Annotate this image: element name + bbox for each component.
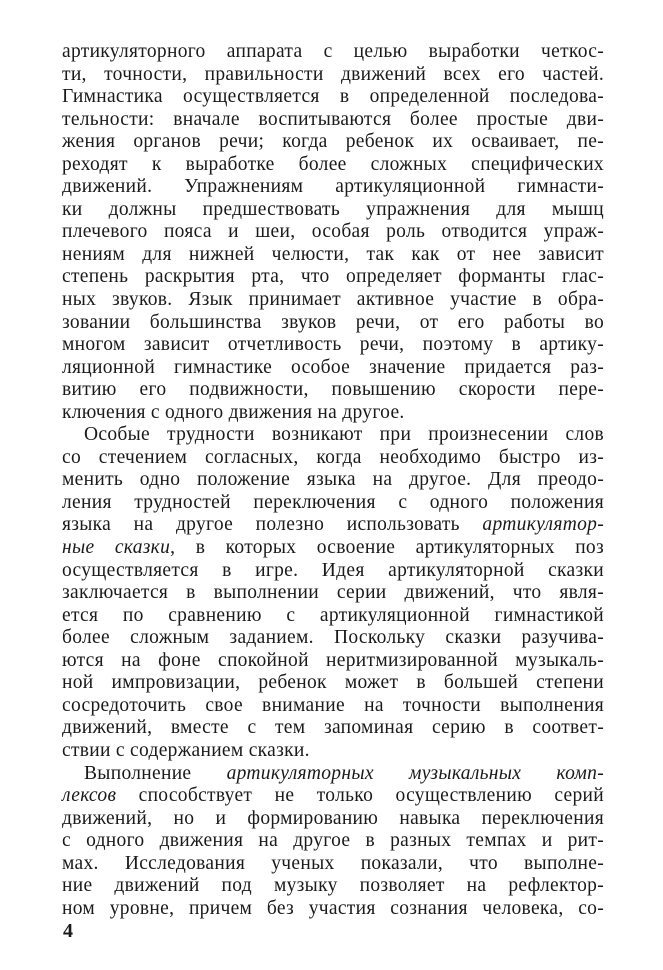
text-line (62, 492, 604, 515)
paragraph (62, 424, 604, 762)
text-line (62, 289, 604, 312)
text-line (62, 109, 604, 132)
text-line (62, 131, 604, 154)
text-segment: с одного движения на другое в разных темпах и рит- (62, 830, 604, 852)
text-segment: ние движений под музыку позволяет на рефлектор- (62, 875, 604, 897)
text-line (62, 402, 604, 425)
text-line (62, 469, 604, 492)
text-segment: ти, точности, правильности движений всех его частей. (62, 63, 604, 85)
text-segment: способствует не только осуществлению серий (116, 785, 604, 807)
text-segment: Выполнение (84, 762, 227, 784)
text-line (62, 875, 604, 898)
text-line (62, 334, 604, 357)
text-line (62, 199, 604, 222)
text-segment: реходят к выработке более сложных специфических (62, 153, 604, 175)
text-line (62, 357, 604, 380)
text-line (62, 514, 604, 537)
text-segment: витию его подвижности, повышению скорости пере- (62, 379, 604, 401)
text-segment: заключается в выполнении серии движений, что явля- (62, 582, 604, 604)
text-line (62, 763, 604, 786)
text-segment: языка на другое полезно использовать (62, 514, 483, 536)
text-segment: ется по сравнению с артикуляционной гимнастикой (62, 604, 604, 626)
text-segment: ления трудностей переключения с одного положения (62, 491, 604, 513)
text-line (62, 672, 604, 695)
text-line (62, 176, 604, 199)
text-line (62, 86, 604, 109)
text-segment: Особые трудности возникают при произнесении слов (84, 424, 604, 446)
text-segment: более сложным заданием. Поскольку сказки разучива- (62, 627, 604, 649)
text-line (62, 424, 604, 447)
text-segment: сосредоточить свое внимание на точности выполнения (62, 694, 604, 716)
italic-term: ные сказки (62, 537, 171, 559)
text-line (62, 650, 604, 673)
text-segment: ных звуков. Язык принимает активное участие в обра- (62, 289, 604, 311)
text-line (62, 740, 604, 763)
text-line (62, 808, 604, 831)
text-line (62, 244, 604, 267)
text-segment: Гимнастика осуществляется в определенной последова- (62, 86, 604, 108)
text-segment: осуществляется в игре. Идея артикуляторной сказки (62, 559, 604, 581)
paragraph (62, 763, 604, 921)
text-segment: плечевого пояса и шеи, особая роль отводится упраж- (62, 221, 604, 243)
text-segment: ном уровне, причем без участия сознания человека, со- (62, 897, 604, 919)
text-line (62, 898, 604, 921)
page-body (62, 41, 604, 920)
text-line (62, 537, 604, 560)
text-segment: многом зависит отчетливость речи, поэтому в артику- (62, 334, 604, 356)
text-line (62, 221, 604, 244)
text-segment: со стечением согласных, когда необходимо быстро из- (62, 446, 604, 468)
text-line (62, 64, 604, 87)
text-line (62, 560, 604, 583)
text-line (62, 695, 604, 718)
text-line (62, 830, 604, 853)
text-segment: движений. Упражнениям артикуляционной гимнасти- (62, 176, 604, 198)
text-segment: ствии с содержанием сказки. (62, 739, 310, 761)
text-line (62, 379, 604, 402)
page-number: 4 (63, 920, 73, 942)
text-segment: артикуляторного аппарата с целью выработки четкос- (62, 41, 604, 62)
text-segment: ной импровизации, ребенок может в большей степени (62, 672, 604, 694)
text-line (62, 312, 604, 335)
text-segment: жения органов речи; когда ребенок их осваивает, пе- (62, 131, 604, 153)
text-line (62, 717, 604, 740)
text-segment: движений, но и формированию навыка переключения (62, 807, 604, 829)
text-segment: ключения с одного движения на другое. (62, 401, 405, 423)
text-segment: степень раскрытия рта, что определяет форманты глас- (62, 266, 604, 288)
text-segment: , в которых освоение артикуляторных поз (170, 537, 604, 559)
italic-term: артикуляторных музыкальных комп- (226, 762, 604, 784)
text-line (62, 447, 604, 470)
text-line (62, 853, 604, 876)
paragraph (62, 41, 604, 424)
text-line (62, 154, 604, 177)
text-line (62, 582, 604, 605)
text-segment: ки должны предшествовать упражнения для мышц (62, 198, 604, 220)
text-line (62, 785, 604, 808)
text-segment: менить одно положение языка на другое. Для преодо- (62, 469, 604, 491)
text-segment: ляционной гимнастике особое значение придается раз- (62, 356, 604, 378)
text-line (62, 266, 604, 289)
text-segment: зовании большинства звуков речи, от его работы во (62, 311, 604, 333)
text-line (62, 627, 604, 650)
text-segment: тельности: вначале воспитываются более простые дви- (62, 108, 604, 130)
text-line (62, 41, 604, 64)
text-line (62, 605, 604, 628)
text-segment: мах. Исследования ученых показали, что выполне- (62, 852, 604, 874)
text-segment: нениям для нижней челюсти, так как от нее зависит (62, 243, 604, 265)
text-segment: движений, вместе с тем запоминая серию в соответ- (62, 717, 604, 739)
italic-term: артикулятор- (482, 514, 604, 536)
italic-term: лексов (62, 785, 117, 807)
text-segment: ются на фоне спокойной неритмизированной музыкаль- (62, 649, 604, 671)
